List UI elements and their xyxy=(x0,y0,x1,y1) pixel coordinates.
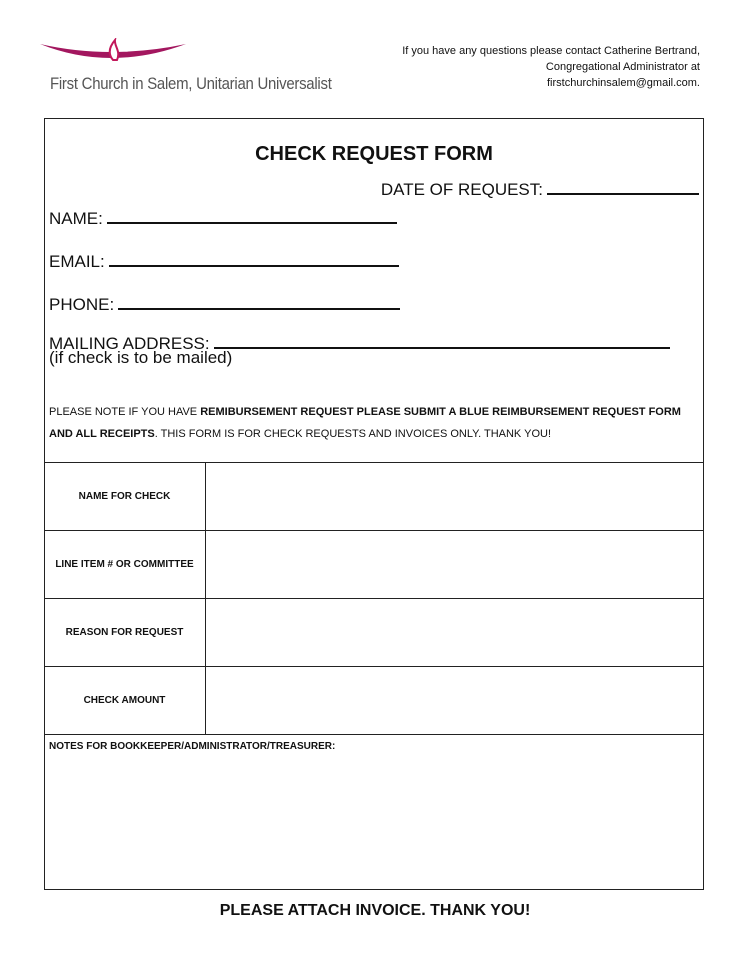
contact-email: firstchurchinsalem@gmail.com. xyxy=(547,77,700,89)
contact-info xyxy=(340,43,700,91)
date-label: DATE OF REQUEST: xyxy=(380,180,543,199)
name-for-check-field[interactable] xyxy=(205,463,703,531)
line-item-field[interactable] xyxy=(205,531,703,599)
reason-field[interactable] xyxy=(205,599,703,667)
footer-instruction: PLEASE ATTACH INVOICE. THANK YOU! xyxy=(219,902,531,919)
row-label: REASON FOR REQUEST xyxy=(44,599,205,667)
row-label: LINE ITEM # OR COMMITTEE xyxy=(44,531,205,599)
check-amount-field[interactable] xyxy=(205,667,703,735)
date-of-request-row xyxy=(381,177,699,200)
row-label: NAME FOR CHECK xyxy=(44,463,205,531)
email-row xyxy=(49,249,399,272)
form-title: CHECK REQUEST FORM xyxy=(255,143,493,165)
table-row xyxy=(44,667,703,735)
table-row xyxy=(44,599,703,667)
table-row xyxy=(44,531,703,599)
name-label: NAME: xyxy=(49,209,103,228)
church-logo xyxy=(38,38,332,100)
note-text: . THIS FORM IS FOR CHECK REQUESTS AND INVOICES ONLY. THANK YOU! xyxy=(154,428,552,440)
address-sublabel: (if check is to be mailed) xyxy=(49,348,233,367)
date-input-line[interactable] xyxy=(547,177,699,195)
phone-label: PHONE: xyxy=(49,295,115,314)
notes-area[interactable] xyxy=(45,734,703,889)
reimbursement-note xyxy=(49,401,689,445)
contact-line: If you have any questions please contact Catherine Bertrand, xyxy=(402,45,700,57)
note-text: PLEASE NOTE IF YOU HAVE xyxy=(49,406,201,418)
note-emphasis: REMIBURSEMENT REQUEST PLEASE SUBMIT A BLUE REIMBURSEMENT REQUEST FORM AND ALL RECEIPTS xyxy=(49,406,681,440)
email-label: EMAIL: xyxy=(49,252,105,271)
contact-line: Congregational Administrator at xyxy=(545,61,700,73)
notes-label: NOTES FOR BOOKKEEPER/ADMINISTRATOR/TREASURER: xyxy=(49,741,336,752)
table-row xyxy=(44,463,703,531)
address-label: MAILING ADDRESS: xyxy=(49,334,210,353)
phone-input-line[interactable] xyxy=(118,292,400,310)
request-details-table xyxy=(44,462,704,735)
name-input-line[interactable] xyxy=(107,206,397,224)
address-input-line[interactable] xyxy=(214,331,670,349)
org-name: First Church in Salem, Unitarian Universalist xyxy=(50,74,332,93)
name-row xyxy=(49,206,397,229)
email-input-line[interactable] xyxy=(109,249,399,267)
chalice-icon xyxy=(38,38,198,74)
row-label: CHECK AMOUNT xyxy=(44,667,205,735)
check-request-form xyxy=(44,118,704,890)
phone-row xyxy=(49,292,400,315)
